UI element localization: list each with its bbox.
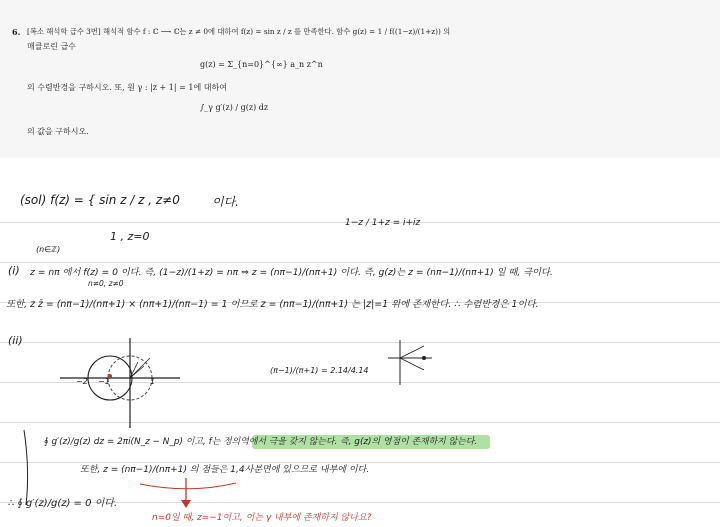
part-i-label: (i) <box>8 264 20 277</box>
part-i-subscript: n≠0, z≠0 <box>88 279 124 288</box>
problem-line3: 의 수렴반경을 구하시오. 또, 원 γ : |z + 1| = 1에 대하여 <box>27 83 227 92</box>
part-ii-label: (ii) <box>8 334 23 347</box>
radius-ray <box>130 362 138 378</box>
problem-integral: ∫_γ g′(z) / g(z) dz <box>200 103 269 112</box>
part-i-also: 또한, z z̄ = (nπ−1)/(nπ+1) × (nπ+1)/(nπ−1) = 1 이므로 z = (nπ−1)/(nπ+1) 는 |z|=1 위에 존재한다. ∴ 수렴반경은 1이다. <box>6 299 539 310</box>
solution-f-definition: (sol) f(z) = { sin z / z , z≠0 <box>20 193 180 207</box>
conclusion: ∴ ∮ g′(z)/g(z) = 0 이다. <box>8 498 118 509</box>
problem-line4: 의 값을 구하시오. <box>27 127 89 136</box>
integral-line: ∮ g′(z)/g(z) dz = 2πi(N_z − N_p) 이고, f는 정의역에서 극을 갖지 않는다. 즉, g(z)의 영점이 존재하지 않는다. <box>44 437 478 447</box>
red-underline <box>140 483 236 489</box>
red-question-note: n=0일 때, z=−1이고, 이는 γ 내부에 존재하지 않나요? <box>152 513 372 523</box>
small-point <box>422 356 426 360</box>
fraction-note: (π−1)/(π+1) = 2.14/4.14 <box>270 366 369 375</box>
red-arrow-head <box>181 500 191 508</box>
axis-label-1: 1 <box>150 377 156 386</box>
radius-ray <box>130 366 144 378</box>
side-note: 1−z / 1+z = i+iz <box>345 218 421 228</box>
solution-f-tail: 이다. <box>212 195 239 209</box>
problem-line2: 매클로린 급수 <box>27 42 76 51</box>
part-i-case: (n∈ℤ) <box>36 245 61 254</box>
also-second: 또한, z = (nπ−1)/(nπ+1) 의 점들은 1,4사분면에 있으므로 내부에 이다. <box>80 465 370 475</box>
solution-f-case2: 1 , z=0 <box>110 230 150 243</box>
part-i-text: z = nπ 에서 f(z) = 0 이다. 즉, (1−z)/(1+z) = nπ ⇒ z = (nπ−1)/(nπ+1) 이다. 즉, g(z)는 z = (nπ−1)/(nπ+1) 일 때, 극이다. <box>30 267 553 278</box>
axis-label-neg2: −2 <box>76 377 88 386</box>
axis-label-neg1: −1 <box>98 377 110 386</box>
problem-series: g(z) = Σ_{n=0}^{∞} a_n z^n <box>200 60 323 69</box>
problem-number: 6. <box>12 27 21 37</box>
small-ray <box>400 358 424 370</box>
small-ray <box>400 346 424 358</box>
problem-header: [복소 해석학 급수 3번] 해석적 함수 f : ℂ ⟶ ℂ는 z ≠ 0에 대하여 f(z) = sin z / z 를 만족한다. 함수 g(z) = 1 / f((1−z)/(1+z)) 의 <box>27 27 451 36</box>
